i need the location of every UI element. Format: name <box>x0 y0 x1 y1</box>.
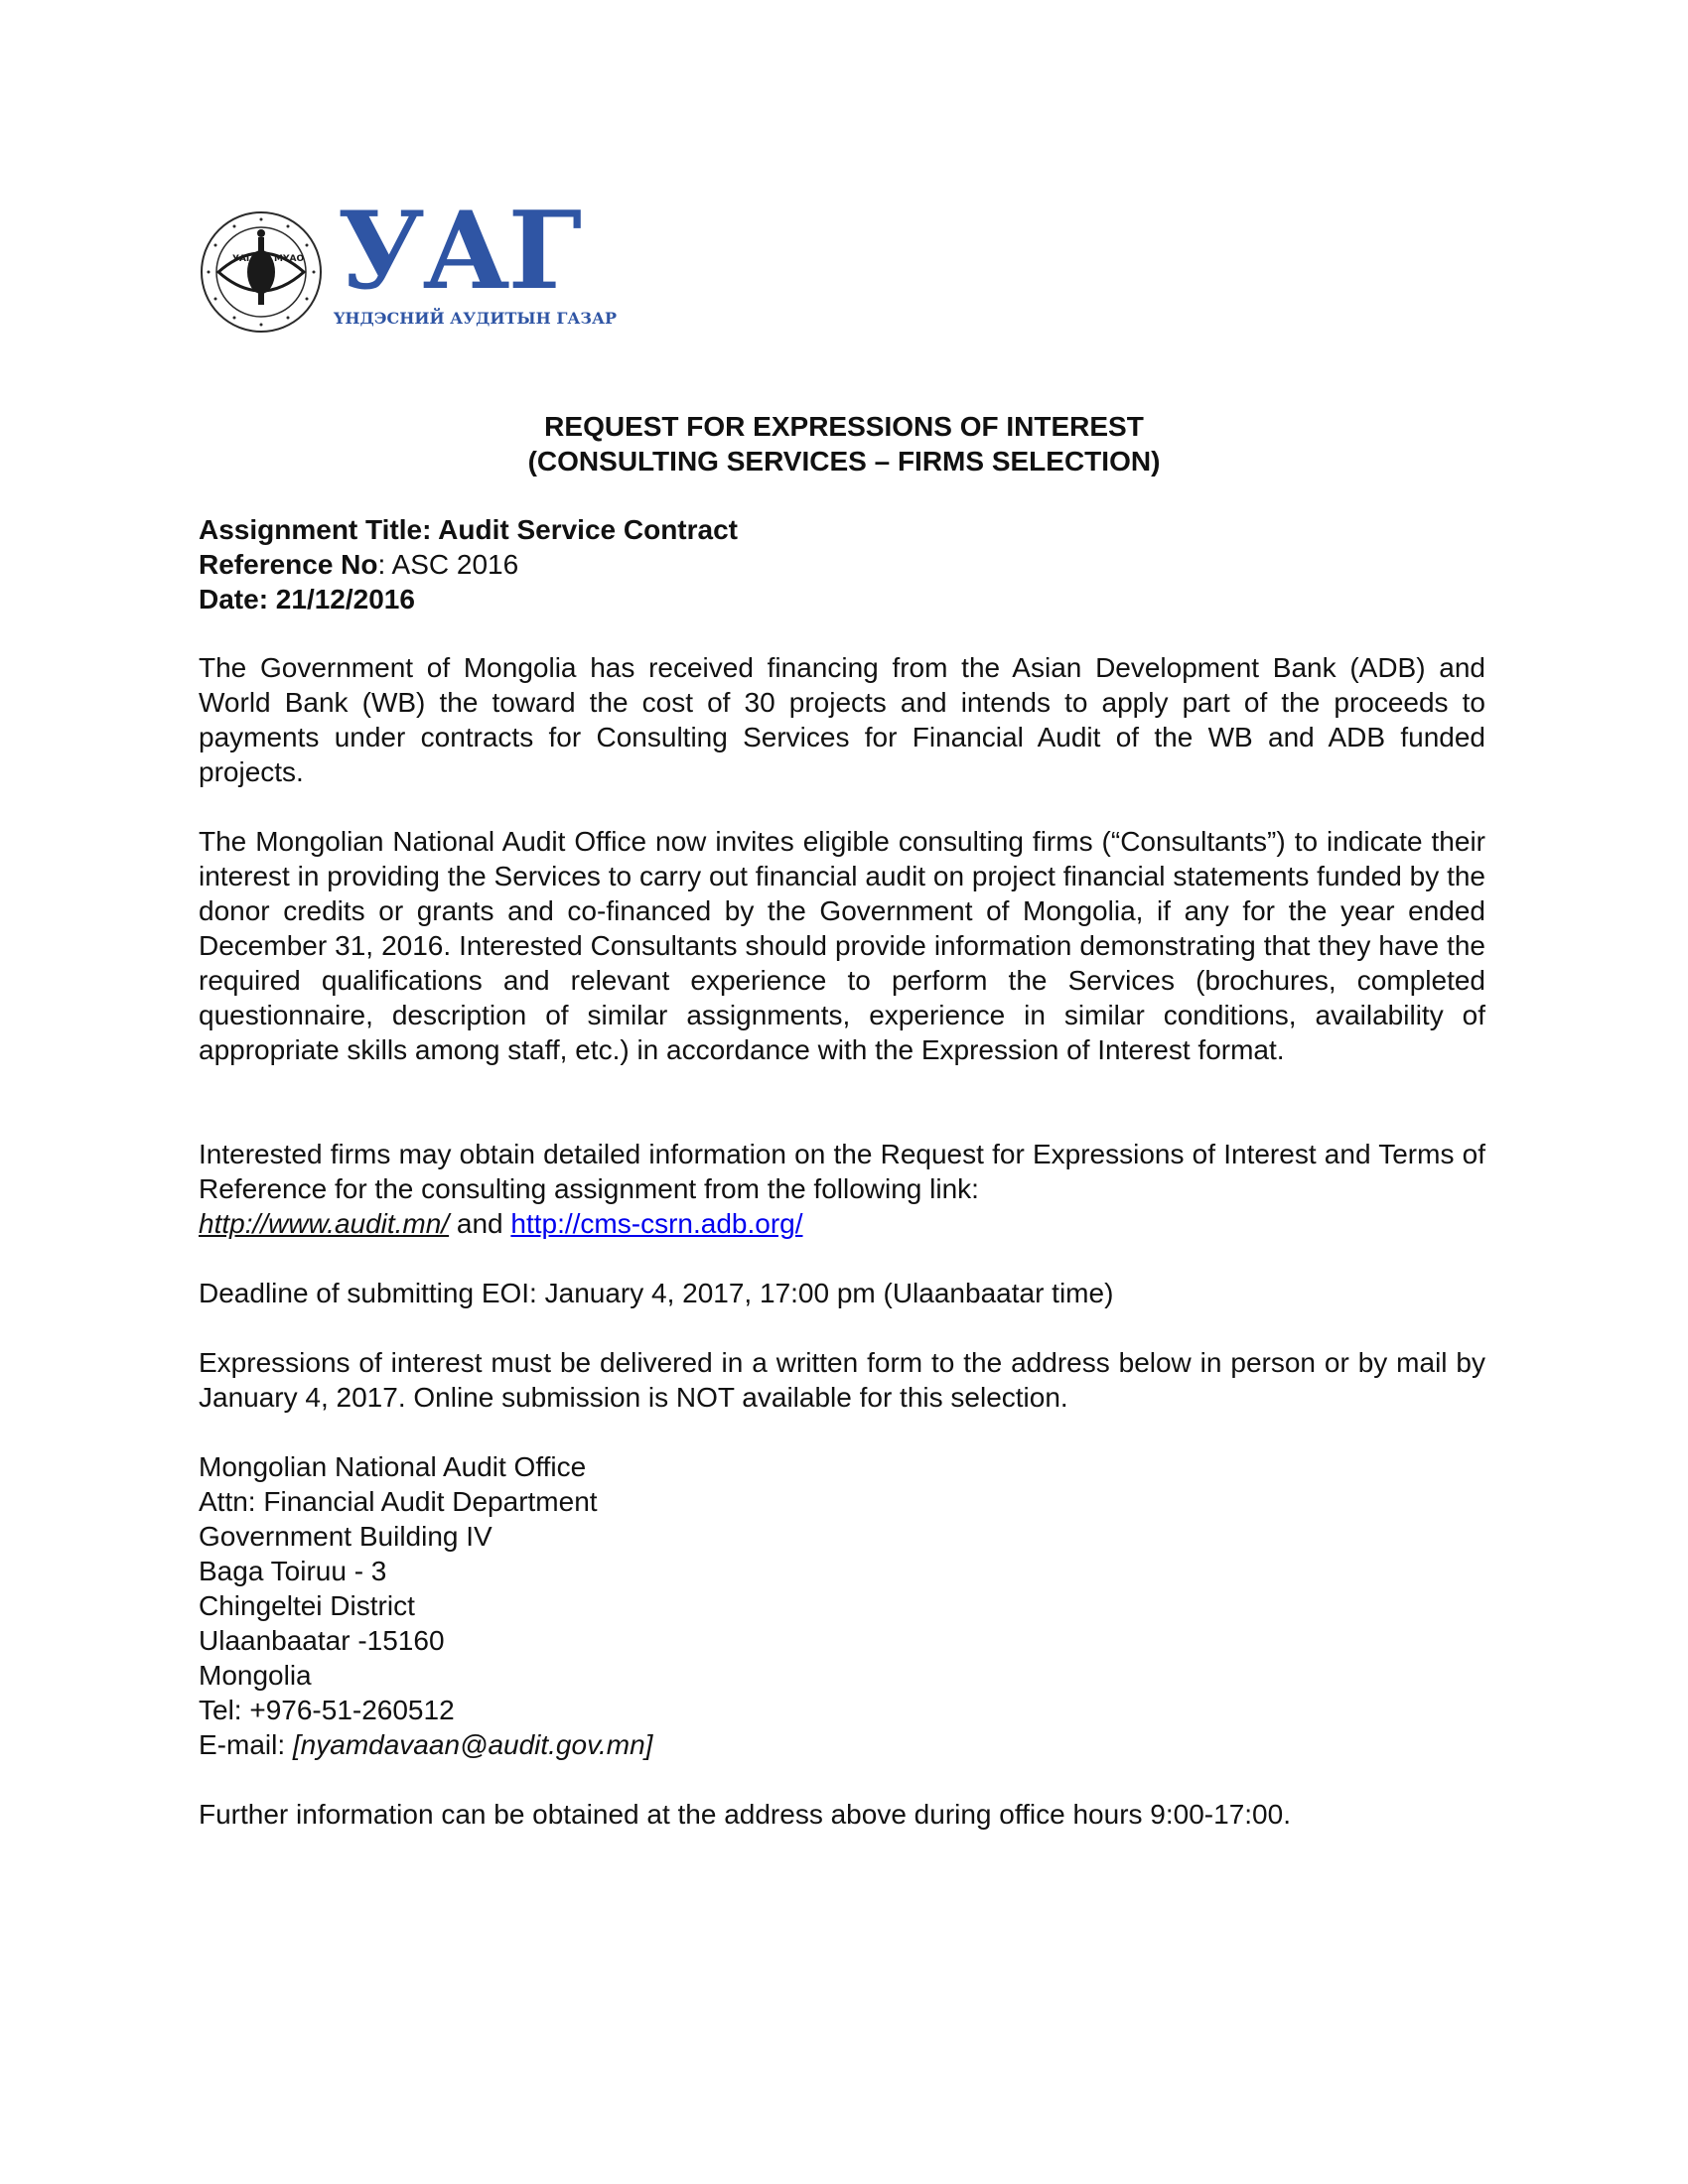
address-line: Chingeltei District <box>199 1590 415 1621</box>
assignment-meta <box>199 512 1485 616</box>
organization-logo <box>199 189 618 342</box>
telephone: Tel: +976-51-260512 <box>199 1695 455 1725</box>
reference-value: : ASC 2016 <box>377 549 519 580</box>
paragraph-information <box>199 1137 1485 1241</box>
paragraph-delivery: Expressions of interest must be delivered in a written form to the address below in person or by mail by January 4, 2017. Online submission is NOT available for this selection. <box>199 1347 1485 1413</box>
address-line: Attn: Financial Audit Department <box>199 1486 598 1517</box>
paragraph-financing: The Government of Mongolia has received financing from the Asian Development Bank (ADB) and World Bank (WB) the toward the cost of 30 projects and intends to apply part of the proceeds to payments under contracts for Consulting Services for Financial Audit of the WB and ADB funded projects. <box>199 652 1485 787</box>
address-line: Baga Toiruu - 3 <box>199 1556 387 1586</box>
seal-text-left: УАГ <box>232 254 252 264</box>
seal-icon <box>199 209 324 335</box>
reference-label: Reference No <box>199 549 378 580</box>
address-line: Mongolian National Audit Office <box>199 1451 587 1482</box>
email-address[interactable]: [nyamdavaan@audit.gov.mn] <box>292 1729 653 1760</box>
seal-text-right: МҮАО <box>274 254 305 264</box>
paragraph-deadline: Deadline of submitting EOI: January 4, 2017, 17:00 pm (Ulaanbaatar time) <box>199 1278 1114 1308</box>
document-title-line2: (CONSULTING SERVICES – FIRMS SELECTION) <box>527 446 1161 477</box>
information-text: Interested firms may obtain detailed information on the Request for Expressions of Interest and Terms of Reference for the consulting assignment from the following link: <box>199 1139 1485 1204</box>
assignment-title: Assignment Title: Audit Service Contract <box>199 514 738 545</box>
address-line: Government Building IV <box>199 1521 492 1552</box>
adb-website-link[interactable]: http://cms-csrn.adb.org/ <box>510 1208 803 1239</box>
email-label: E-mail: <box>199 1729 293 1760</box>
audit-website-link[interactable]: http://www.audit.mn/ <box>199 1208 450 1239</box>
email-line <box>199 1727 1485 1762</box>
paragraph-office-hours: Further information can be obtained at the address above during office hours 9:00-17:00. <box>199 1799 1291 1830</box>
paragraph-invitation: The Mongolian National Audit Office now invites eligible consulting firms (“Consultants”) to indicate their interest in providing the Services to carry out financial audit on project financial statements funded by the donor credits or grants and co-financed by the Government of Mongolia, if any for the year ended December 31, 2016. Interested Consultants should provide information demonstrating that they have the required qualifications and relevant experience to perform the Services (brochures, completed questionnaire, description of similar assignments, experience in similar conditions, availability of appropriate skills among staff, etc.) in accordance with the Expression of Interest format. <box>199 826 1485 1065</box>
address-line: Mongolia <box>199 1660 312 1691</box>
document-date: Date: 21/12/2016 <box>199 584 415 614</box>
contact-address <box>199 1449 1485 1762</box>
reference-number <box>199 547 1485 582</box>
link-joiner: and <box>449 1208 511 1239</box>
document-title-line1: REQUEST FOR EXPRESSIONS OF INTEREST <box>544 411 1144 442</box>
logo-wordmark: УАГ <box>338 189 581 314</box>
logo-subtitle: ҮНДЭСНИЙ АУДИТЫН ГАЗАР <box>334 309 618 328</box>
address-line: Ulaanbaatar -15160 <box>199 1625 445 1656</box>
